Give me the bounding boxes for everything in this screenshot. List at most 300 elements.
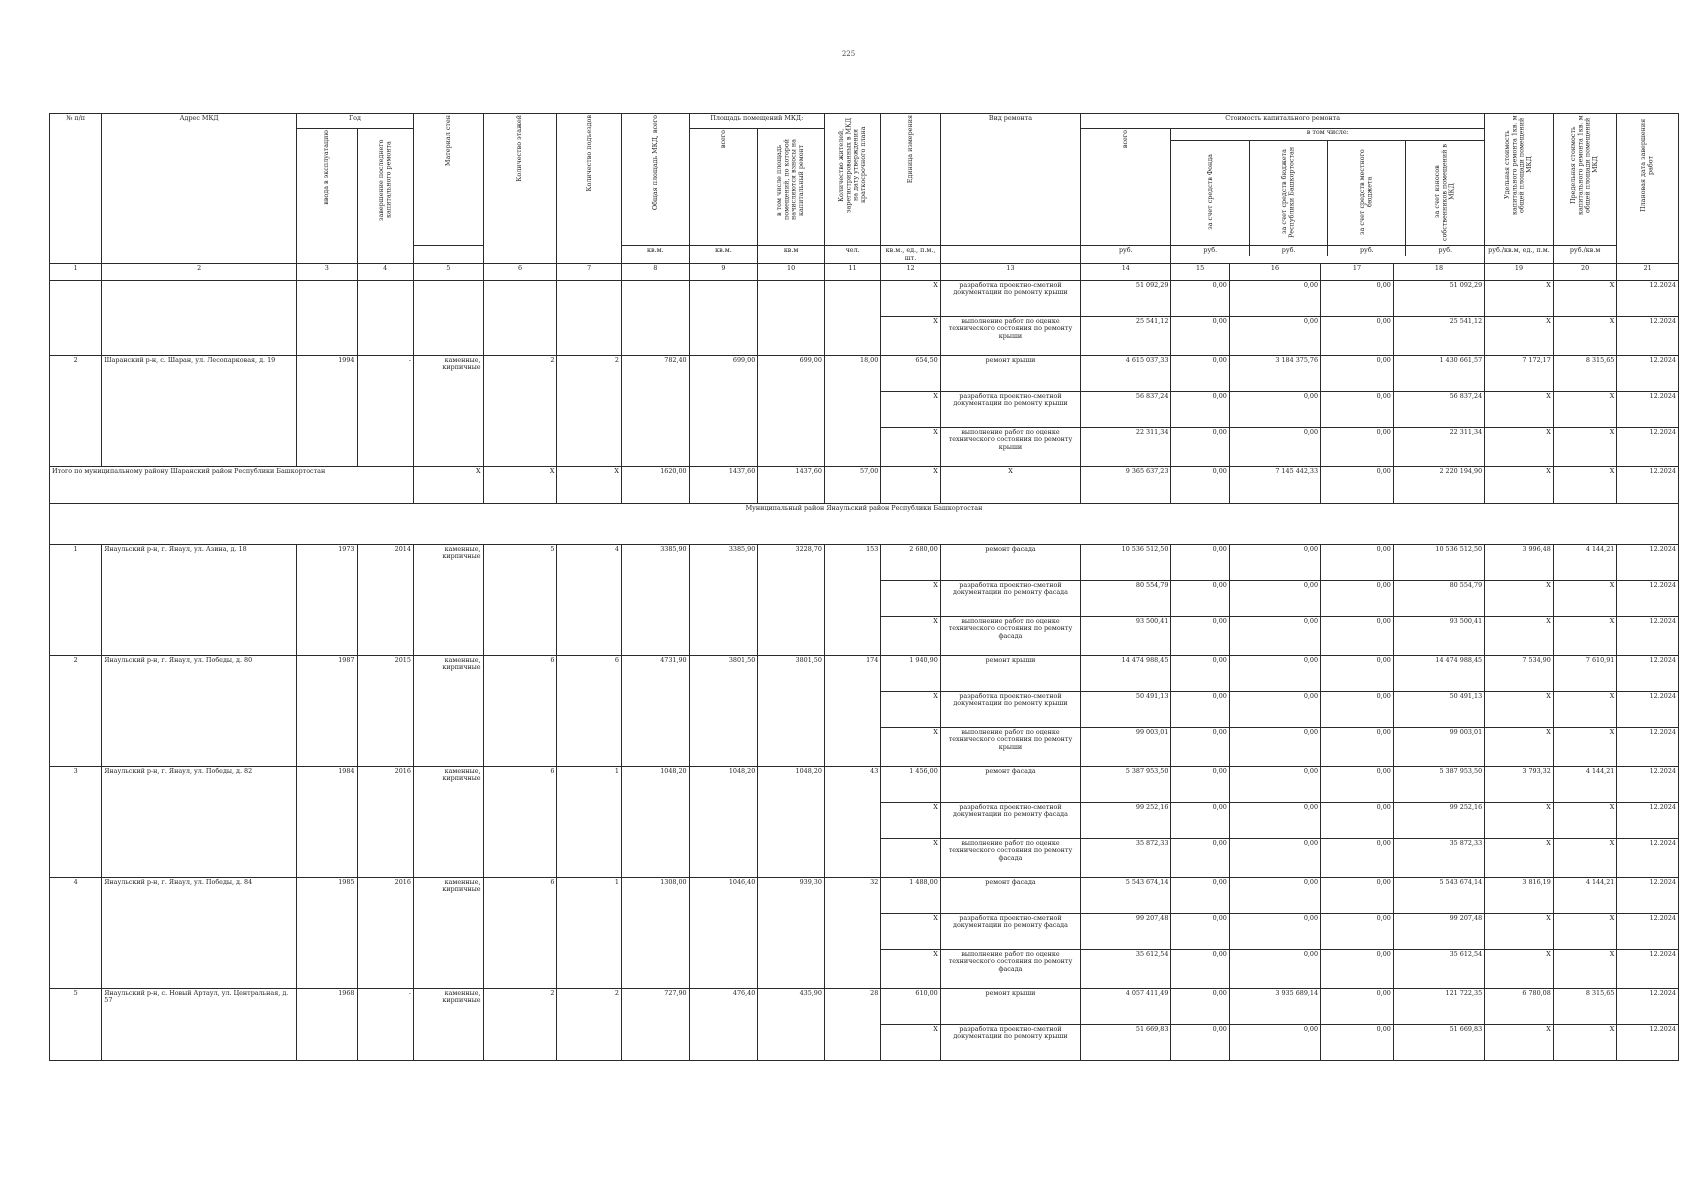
plan-date: 12.2024	[1617, 803, 1679, 839]
column-number: 1	[50, 264, 102, 281]
cost-local-budget: 0,00	[1321, 989, 1394, 1025]
unit-residents: чел.	[824, 246, 880, 264]
cost-owners: 93 500,41	[1393, 617, 1484, 656]
col-commissioning-header: ввода в эксплуатацию	[297, 129, 357, 264]
table-row	[50, 878, 1679, 914]
plan-date: 12.2024	[1617, 281, 1679, 317]
commission-year: 1984	[297, 767, 357, 878]
cost-local-budget: 0,00	[1321, 317, 1394, 356]
col-unit-cost-header: Удельная стоимость капитального ремонта 1кв. м общей площади помещений МКД	[1485, 114, 1554, 246]
column-number: 9	[689, 264, 758, 281]
house-address: Янаульский р-н, г. Янаул, ул. Азина, д. 18	[102, 545, 297, 656]
total-area: 727,90	[621, 989, 689, 1061]
unit-value: 610,00	[881, 989, 940, 1025]
cost-local-budget: 0,00	[1321, 281, 1394, 317]
continuation-cell	[621, 281, 689, 356]
max-cost: 7 610,91	[1553, 656, 1617, 692]
cost-total: 35 872,33	[1081, 839, 1171, 878]
col-wall-header: Материал стен	[413, 114, 483, 246]
col-cost-header: Стоимость капитального ремонта	[1081, 114, 1485, 129]
col-year-header: Год	[297, 114, 414, 129]
cost-fund: 0,00	[1171, 692, 1229, 728]
continuation-cell	[297, 281, 357, 356]
repair-type: выполнение работ по оценке технического состояния по ремонту фасада	[940, 839, 1080, 878]
unit-measure: кв.м., ед., п.м., шт.	[881, 246, 940, 264]
cost-rep-budget: 3 935 689,14	[1229, 989, 1320, 1025]
area-contrib: 435,90	[758, 989, 825, 1061]
cost-fund: 0,00	[1171, 803, 1229, 839]
table-row	[50, 767, 1679, 803]
cost-owners: 50 491,13	[1393, 692, 1484, 728]
total-floors: X	[483, 467, 557, 504]
unit-value: X	[881, 950, 940, 989]
plan-date: 12.2024	[1617, 1025, 1679, 1061]
plan-date: 12.2024	[1617, 428, 1679, 467]
col-cost-total-header: всего	[1081, 129, 1171, 246]
entrances: 2	[557, 356, 622, 467]
floors: 6	[483, 767, 557, 878]
column-number: 16	[1229, 264, 1320, 281]
repair-type: разработка проектно-сметной документации по ремонту фасада	[940, 581, 1080, 617]
cost-fund: 0,00	[1171, 914, 1229, 950]
column-number: 20	[1553, 264, 1617, 281]
plan-date: 12.2024	[1617, 392, 1679, 428]
cost-local-budget: 0,00	[1321, 914, 1394, 950]
residents: 32	[824, 878, 880, 989]
continuation-cell	[483, 281, 557, 356]
repair-type: разработка проектно-сметной документации по ремонту крыши	[940, 1025, 1080, 1061]
cost-total: 99 252,16	[1081, 803, 1171, 839]
max-cost: X	[1553, 950, 1617, 989]
cost-total: 10 536 512,50	[1081, 545, 1171, 581]
unit-cost: X	[1485, 839, 1554, 878]
unit-cost-total: руб.	[1081, 246, 1171, 264]
area-all: 3801,50	[689, 656, 758, 767]
cost-fund: 0,00	[1171, 581, 1229, 617]
residents: 153	[824, 545, 880, 656]
house-address: Янаульский р-н, с. Новый Артаул, ул. Центральная, д. 57	[102, 989, 297, 1061]
area-contrib: 939,30	[758, 878, 825, 989]
wall-material: каменные, кирпичные	[413, 878, 483, 989]
cost-rep-budget: 0,00	[1229, 767, 1320, 803]
column-number: 11	[824, 264, 880, 281]
last-repair-year: 2014	[357, 545, 413, 656]
cost-total: 99 003,01	[1081, 728, 1171, 767]
max-cost: X	[1553, 317, 1617, 356]
cost-fund: 0,00	[1171, 281, 1229, 317]
col-premises-area-header: Площадь помещений МКД:	[689, 114, 824, 129]
cost-total: 9 365 637,23	[1081, 467, 1171, 504]
plan-date: 12.2024	[1617, 656, 1679, 692]
cost-rep-budget: 0,00	[1229, 1025, 1320, 1061]
cost-owners: 35 612,54	[1393, 950, 1484, 989]
total-area: 1620,00	[621, 467, 689, 504]
cost-fund: 0,00	[1171, 950, 1229, 989]
cost-local-budget: 0,00	[1321, 950, 1394, 989]
plan-date: 12.2024	[1617, 767, 1679, 803]
cost-fund: 0,00	[1171, 878, 1229, 914]
cost-local-budget: 0,00	[1321, 767, 1394, 803]
cost-rep-budget: 7 145 442,33	[1229, 467, 1320, 504]
column-number: 21	[1617, 264, 1679, 281]
unit-value: X	[881, 428, 940, 467]
cost-rep-budget: 0,00	[1229, 428, 1320, 467]
plan-date: 12.2024	[1617, 356, 1679, 392]
cost-total: 25 541,12	[1081, 317, 1171, 356]
floors: 2	[483, 989, 557, 1061]
row-number: 5	[50, 989, 102, 1061]
col-max-cost-header: Предельная стоимость капитального ремонта 1кв. м общей площади помещений МКД	[1553, 114, 1617, 246]
entrances: 1	[557, 767, 622, 878]
unit-area-all: кв.м.	[689, 246, 758, 264]
repair-type: выполнение работ по оценке технического состояния по ремонту фасада	[940, 950, 1080, 989]
cost-fund: 0,00	[1171, 428, 1229, 467]
cost-rep-budget: 0,00	[1229, 914, 1320, 950]
cost-local-budget: 0,00	[1321, 656, 1394, 692]
column-number: 18	[1393, 264, 1484, 281]
unit-sources: руб. руб. руб. руб.	[1171, 246, 1485, 264]
repair-type: ремонт фасада	[940, 878, 1080, 914]
entrances: 2	[557, 989, 622, 1061]
cost-owners: 5 543 674,14	[1393, 878, 1484, 914]
cost-local-budget: 0,00	[1321, 1025, 1394, 1061]
entrances: 1	[557, 878, 622, 989]
cost-local-budget: 0,00	[1321, 545, 1394, 581]
cost-rep-budget: 0,00	[1229, 839, 1320, 878]
last-repair-year: 2016	[357, 767, 413, 878]
table-body	[50, 264, 1679, 1061]
unit-value: X	[881, 1025, 940, 1061]
unit-value: X	[881, 581, 940, 617]
total-label: Итого по муниципальному району Шаранский район Республики Башкортостан	[50, 467, 414, 504]
col-address-header: Адрес МКД	[102, 114, 297, 264]
total-area-all: 1437,60	[689, 467, 758, 504]
unit-wall	[413, 246, 483, 264]
continuation-cell	[357, 281, 413, 356]
max-cost: 4 144,21	[1553, 545, 1617, 581]
unit-cost: 7 534,90	[1485, 656, 1554, 692]
unit-total-area: кв.м.	[621, 246, 689, 264]
cost-rep-budget: 0,00	[1229, 392, 1320, 428]
max-cost: X	[1553, 281, 1617, 317]
unit-value: X	[881, 281, 940, 317]
cost-fund: 0,00	[1171, 1025, 1229, 1061]
repair-type: разработка проектно-сметной документации по ремонту крыши	[940, 692, 1080, 728]
column-numbers-row	[50, 264, 1679, 281]
cost-total: 93 500,41	[1081, 617, 1171, 656]
wall-material: каменные, кирпичные	[413, 989, 483, 1061]
capital-repair-table	[49, 113, 1679, 1061]
repair-type: разработка проектно-сметной документации по ремонту фасада	[940, 803, 1080, 839]
unit-cost: 7 172,17	[1485, 356, 1554, 392]
repair-type: разработка проектно-сметной документации по ремонту крыши	[940, 281, 1080, 317]
continuation-cell	[413, 281, 483, 356]
cost-local-budget: 0,00	[1321, 692, 1394, 728]
cost-owners: 22 311,34	[1393, 428, 1484, 467]
unit-cost: X	[1485, 692, 1554, 728]
total-wall: X	[413, 467, 483, 504]
total-area: 1308,00	[621, 878, 689, 989]
page-number: 225	[841, 50, 856, 58]
cost-total: 22 311,34	[1081, 428, 1171, 467]
cost-rep-budget: 0,00	[1229, 692, 1320, 728]
max-cost: 8 315,65	[1553, 989, 1617, 1025]
unit-cost: X	[1485, 617, 1554, 656]
unit-value: 1 456,00	[881, 767, 940, 803]
col-num-header: № п/п	[50, 114, 102, 264]
commission-year: 1985	[297, 878, 357, 989]
cost-owners: 14 474 988,45	[1393, 656, 1484, 692]
unit-cost: X	[1485, 1025, 1554, 1061]
house-address: Янаульский р-н, г. Янаул, ул. Победы, д. 82	[102, 767, 297, 878]
floors: 6	[483, 656, 557, 767]
total-residents: 57,00	[824, 467, 880, 504]
cost-total: 5 543 674,14	[1081, 878, 1171, 914]
wall-material: каменные, кирпичные	[413, 356, 483, 467]
plan-date: 12.2024	[1617, 692, 1679, 728]
unit-cost: X	[1485, 467, 1554, 504]
col-unit-header: Единица измерения	[881, 114, 940, 246]
cost-owners: 80 554,79	[1393, 581, 1484, 617]
cost-owners: 25 541,12	[1393, 317, 1484, 356]
cost-total: 14 474 988,45	[1081, 656, 1171, 692]
column-number: 14	[1081, 264, 1171, 281]
cost-total: 5 387 953,50	[1081, 767, 1171, 803]
residents: 28	[824, 989, 880, 1061]
cost-fund: 0,00	[1171, 317, 1229, 356]
continuation-cell	[758, 281, 825, 356]
cost-rep-budget: 0,00	[1229, 317, 1320, 356]
repair-type: выполнение работ по оценке технического состояния по ремонту фасада	[940, 617, 1080, 656]
cost-owners: 99 003,01	[1393, 728, 1484, 767]
cost-owners: 10 536 512,50	[1393, 545, 1484, 581]
max-cost: 4 144,21	[1553, 767, 1617, 803]
repair-type: выполнение работ по оценке технического состояния по ремонту крыши	[940, 728, 1080, 767]
continuation-cell	[50, 281, 102, 356]
unit-value: X	[881, 728, 940, 767]
area-contrib: 3228,70	[758, 545, 825, 656]
cost-owners: 51 092,29	[1393, 281, 1484, 317]
area-all: 1048,20	[689, 767, 758, 878]
last-repair-year: 2015	[357, 656, 413, 767]
unit-cost: 6 780,08	[1485, 989, 1554, 1025]
cost-rep-budget: 0,00	[1229, 281, 1320, 317]
unit-value: X	[881, 317, 940, 356]
cost-owners: 99 252,16	[1393, 803, 1484, 839]
column-number: 19	[1485, 264, 1554, 281]
cost-total: 50 491,13	[1081, 692, 1171, 728]
cost-fund: 0,00	[1171, 392, 1229, 428]
row-number: 2	[50, 356, 102, 467]
unit-value: X	[881, 914, 940, 950]
unit-value: 1 488,00	[881, 878, 940, 914]
column-number: 17	[1321, 264, 1394, 281]
cost-fund: 0,00	[1171, 545, 1229, 581]
max-cost: X	[1553, 692, 1617, 728]
area-all: 476,40	[689, 989, 758, 1061]
cost-rep-budget: 0,00	[1229, 950, 1320, 989]
unit-cost: X	[1485, 728, 1554, 767]
unit-cost: 3 793,32	[1485, 767, 1554, 803]
cost-local-budget: 0,00	[1321, 356, 1394, 392]
unit-cost: X	[1485, 914, 1554, 950]
max-cost: X	[1553, 1025, 1617, 1061]
unit-cost: 3 816,19	[1485, 878, 1554, 914]
area-all: 1046,40	[689, 878, 758, 989]
cost-fund: 0,00	[1171, 728, 1229, 767]
floors: 5	[483, 545, 557, 656]
cost-fund: 0,00	[1171, 989, 1229, 1025]
repair-type: разработка проектно-сметной документации по ремонту крыши	[940, 392, 1080, 428]
cost-owners: 56 837,24	[1393, 392, 1484, 428]
cost-rep-budget: 0,00	[1229, 617, 1320, 656]
entrances: 4	[557, 545, 622, 656]
unit-unit-cost: руб./кв.м, ед., п.м.	[1485, 246, 1554, 264]
repair-type: ремонт крыши	[940, 656, 1080, 692]
max-cost: 8 315,65	[1553, 356, 1617, 392]
cost-fund: 0,00	[1171, 467, 1229, 504]
row-number: 4	[50, 878, 102, 989]
cost-owners: 99 207,48	[1393, 914, 1484, 950]
max-cost: X	[1553, 467, 1617, 504]
residents: 174	[824, 656, 880, 767]
table-row	[50, 281, 1679, 317]
column-number: 5	[413, 264, 483, 281]
unit-value: X	[881, 467, 940, 504]
commission-year: 1968	[297, 989, 357, 1061]
repair-type: ремонт фасада	[940, 545, 1080, 581]
cost-fund: 0,00	[1171, 656, 1229, 692]
cost-fund: 0,00	[1171, 767, 1229, 803]
plan-date: 12.2024	[1617, 581, 1679, 617]
col-last-repair-header: завершение последнего капитального ремонта	[357, 129, 413, 264]
cost-local-budget: 0,00	[1321, 617, 1394, 656]
continuation-cell	[102, 281, 297, 356]
row-number: 2	[50, 656, 102, 767]
unit-area-contrib: кв.м	[758, 246, 825, 264]
commission-year: 1973	[297, 545, 357, 656]
max-cost: X	[1553, 914, 1617, 950]
max-cost: X	[1553, 839, 1617, 878]
cost-owners: 121 722,35	[1393, 989, 1484, 1025]
cost-owners: 1 430 661,57	[1393, 356, 1484, 392]
cost-rep-budget: 0,00	[1229, 656, 1320, 692]
cost-local-budget: 0,00	[1321, 467, 1394, 504]
area-all: 3385,90	[689, 545, 758, 656]
cost-owners: 5 387 953,50	[1393, 767, 1484, 803]
max-cost: X	[1553, 392, 1617, 428]
max-cost: X	[1553, 728, 1617, 767]
unit-cost: X	[1485, 950, 1554, 989]
row-number: 1	[50, 545, 102, 656]
entrances: 6	[557, 656, 622, 767]
plan-date: 12.2024	[1617, 545, 1679, 581]
plan-date: 12.2024	[1617, 878, 1679, 914]
col-rep-budget-header: за счет средств бюджета Республики Башкортостан	[1250, 141, 1328, 245]
table-header	[50, 114, 1679, 264]
cost-total: 4 615 037,33	[1081, 356, 1171, 392]
col-repair-type-header: Вид ремонта	[940, 114, 1080, 246]
repair-type: ремонт крыши	[940, 989, 1080, 1025]
row-number: 3	[50, 767, 102, 878]
max-cost: X	[1553, 617, 1617, 656]
cost-total: 35 612,54	[1081, 950, 1171, 989]
col-owners-header: за счет взносов собственников помещений в МКД	[1433, 143, 1456, 241]
unit-cost: X	[1485, 281, 1554, 317]
col-residents-header: Количество жителей, зарегистрированных в МКД на дату утверждения краткосрочного плана	[824, 114, 880, 246]
unit-cost: X	[1485, 581, 1554, 617]
area-contrib: 699,00	[758, 356, 825, 467]
max-cost: 4 144,21	[1553, 878, 1617, 914]
area-contrib: 3801,50	[758, 656, 825, 767]
cost-local-budget: 0,00	[1321, 803, 1394, 839]
floors: 2	[483, 356, 557, 467]
plan-date: 12.2024	[1617, 728, 1679, 767]
cost-local-budget: 0,00	[1321, 581, 1394, 617]
plan-date: 12.2024	[1617, 839, 1679, 878]
col-entrances-header: Количество подъездов	[557, 114, 622, 264]
column-number: 10	[758, 264, 825, 281]
repair-type: выполнение работ по оценке технического состояния по ремонту крыши	[940, 317, 1080, 356]
unit-cost: 3 996,48	[1485, 545, 1554, 581]
unit-value: 654,50	[881, 356, 940, 392]
cost-owners: 2 220 194,90	[1393, 467, 1484, 504]
wall-material: каменные, кирпичные	[413, 545, 483, 656]
cost-rep-budget: 0,00	[1229, 728, 1320, 767]
unit-cost: X	[1485, 428, 1554, 467]
col-incl-header: в том числе: за счет средств Фонда за счет средств бюджета Республики Башкортостан за счет средств местного бюджета за счет взносов собственников помещений в МКД	[1171, 129, 1485, 246]
unit-value: X	[881, 692, 940, 728]
cost-rep-budget: 0,00	[1229, 581, 1320, 617]
repair-type: разработка проектно-сметной документации по ремонту фасада	[940, 914, 1080, 950]
continuation-cell	[689, 281, 758, 356]
col-total-area-header: Общая площадь МКД, всего	[621, 114, 689, 246]
last-repair-year: 2016	[357, 878, 413, 989]
plan-date: 12.2024	[1617, 467, 1679, 504]
unit-value: X	[881, 803, 940, 839]
cost-local-budget: 0,00	[1321, 728, 1394, 767]
cost-rep-budget: 0,00	[1229, 803, 1320, 839]
commission-year: 1994	[297, 356, 357, 467]
cost-fund: 0,00	[1171, 356, 1229, 392]
plan-date: 12.2024	[1617, 914, 1679, 950]
plan-date: 12.2024	[1617, 950, 1679, 989]
table-row	[50, 656, 1679, 692]
column-number: 7	[557, 264, 622, 281]
column-number: 12	[881, 264, 940, 281]
col-plan-date-header: Плановая дата завершения работ	[1617, 114, 1679, 264]
cost-local-budget: 0,00	[1321, 839, 1394, 878]
cost-total: 80 554,79	[1081, 581, 1171, 617]
col-local-budget-header: за счет средств местного бюджета	[1328, 141, 1406, 245]
max-cost: X	[1553, 581, 1617, 617]
repair-type: X	[940, 467, 1080, 504]
total-area: 782,40	[621, 356, 689, 467]
plan-date: 12.2024	[1617, 617, 1679, 656]
house-address: Янаульский р-н, г. Янаул, ул. Победы, д. 84	[102, 878, 297, 989]
repair-type: ремонт фасада	[940, 767, 1080, 803]
repair-type: выполнение работ по оценке технического состояния по ремонту крыши	[940, 428, 1080, 467]
area-all: 699,00	[689, 356, 758, 467]
total-entrances: X	[557, 467, 622, 504]
col-floors-header: Количество этажей	[483, 114, 557, 264]
cost-rep-budget: 0,00	[1229, 878, 1320, 914]
plan-date: 12.2024	[1617, 989, 1679, 1025]
municipality-row	[50, 504, 1679, 545]
column-number: 15	[1171, 264, 1229, 281]
table-row	[50, 356, 1679, 392]
wall-material: каменные, кирпичные	[413, 767, 483, 878]
